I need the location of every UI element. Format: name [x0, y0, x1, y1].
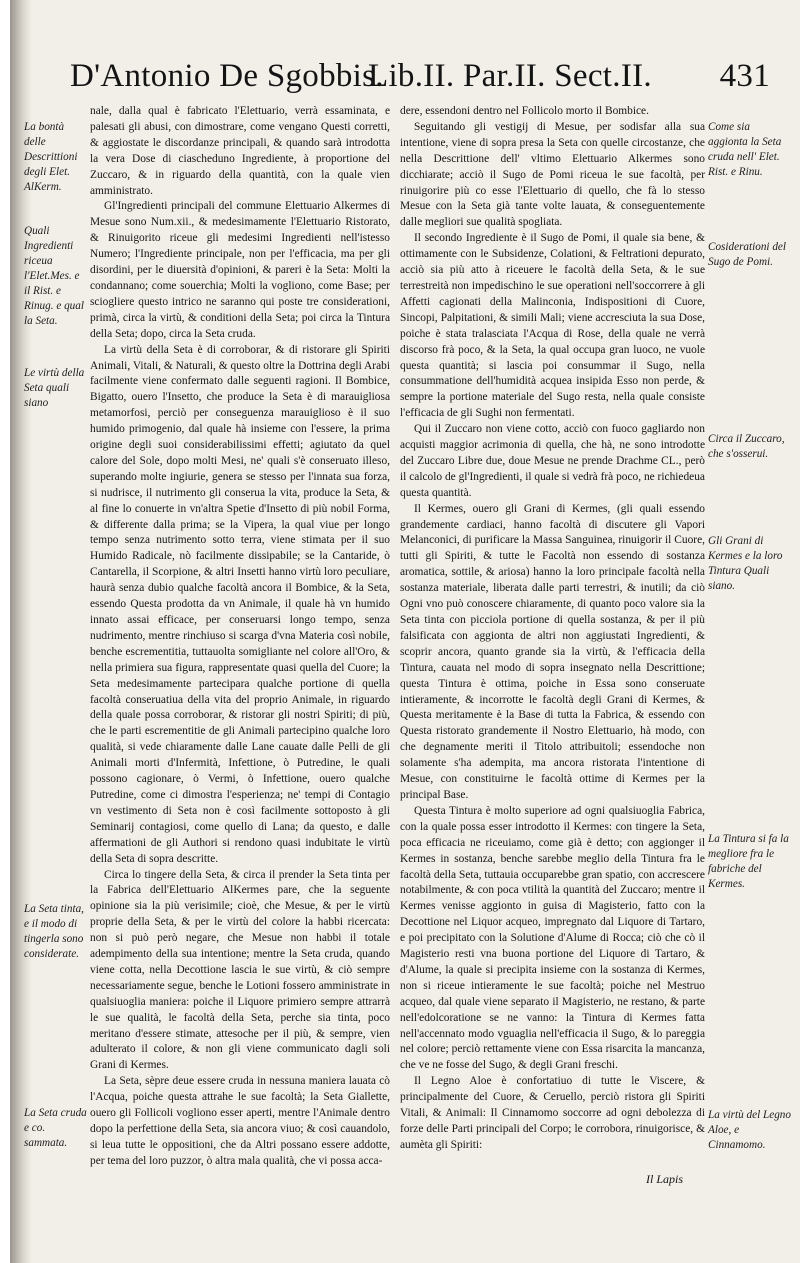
header-author: D'Antonio De Sgobbis.: [70, 58, 384, 94]
paragraph: Circa lo tingere della Seta, & circa il prender la Seta tinta per la Fabrica dell'Elettuario AlKermes pare, che la seguente opinione sia la più verisimile; cioè, che Mesue, & per le virtù proprie della Seta, & per le virtù del colore la habbi ricercata: non si può però negare, che Mesue non habbi il totale adempimento della sua intentione; mentre la Seta cruda, quando viene cotta, nella Decottione lascia le sue virtù, & ciò sempre necessariamente segue, benche le Lotioni fossero amministrate in qualsiuoglia maniera: poiche il Liquore primiero sempre attrarrà le sue qualità, le facoltà della Seta, perche sia tinta, poco meritano d'essere stimate, attesoche per il più, & sempre, vien adulterato il colore, & non gli viene communicato dagli soli Grani di Kermes.: [90, 868, 390, 1072]
book-page: [10, 0, 800, 1263]
paragraph: La Seta, sèpre deue essere cruda in nessuna maniera lauata cò l'Acqua, poiche questa attrahe le sue facoltà; la Seta Giallette, ouero gli Follicoli vogliono esser aperti, mentre l'Animale dentro dopo la perfettione della Seta, sia ancora viuo; & così cauandolo, si leua tutte le oppositioni, che da Altri possano essere addotte, per tema del loro puzzor, ò altra mala qualità, che vi possa acca-: [90, 1075, 390, 1167]
paragraph: Gl'Ingredienti principali del commune Elettuario Alkermes di Mesue sono Num.xii., & medesimamente l'Elettuario Ristorato, & Rinuigorito riceue gli medesimi Ingredienti nell'istesso Numero; l'Ingrediente principale, non per l'efficacia, ma per gli disordini, per le diuersità d'opinioni, & pareri è la Seta: Molti la condannano; come souerchia; Molti la vogliono, come Base; per sciogliere questo intrico ne saranno qui poste tre considerationi, primà, circa la virtù, & conditioni della Seta; poi circa la Tintura della Seta; dopo, circa la Seta cruda.: [90, 200, 390, 340]
paragraph: Qui il Zuccaro non viene cotto, acciò con fuoco gagliardo non acquisti maggior acrimonia di quella, che hà, ne sono introdotte del Zuccaro Libre due, doue Mesue ne prende Drachme CL., però il calcolo de gl'Ingredienti, il quale si vedrà frà poco, ne richiedeua questa quantità.: [400, 423, 705, 499]
paragraph: Il Legno Aloe è confortatiuo di tutte le Viscere, & principalmente del Cuore, & Ceruello, perciò ristora gli Spiriti Vitali, & Animali: Il Cinnamomo soccorre ad ogni debolezza di forze delle Parti principali del Corpo; le corrobora, rinuigorisce, & aumèta gli Spiriti:: [400, 1075, 705, 1151]
text-column-right: [400, 104, 705, 1194]
margin-note-left: La bontà delle Descrittioni degli Elet. AlKerm.: [24, 121, 78, 193]
paragraph: Seguitando gli vestigij di Mesue, per sodisfar alla sua intentione, viene di sopra presa la Seta con quelle circostanze, che nella Descrittione dell' vltimo Elettuario Alkermes sono dicchiarate; acciò il Sugo de Pomi riceua le sue facoltà, per rinuigorire più co esse l'Elettuario di quello, che fà lo stesso Mesue con la Seta già tante volte lauata, & conseguentemente dalle megliori sue qualità spogliata.: [400, 120, 705, 229]
paragraph: Il Kermes, ouero gli Grani di Kermes, (gli quali essendo grandemente cardiaci, hanno facoltà di discutere gli Vapori Melanconici, di purificare la Massa Sanguinea, rinuigorir il Cuore, tutti gli Spiriti, & tutte le Facoltà non essendo di sostanza aromatica, sottile, & ariosa) hanno la loro principale facoltà nella sostanza materiale, liberata dalle parti terrestri, & inutili; da ciò Ogni vno può conoscere chiaramente, di quanto poco valore sia la Seta tinta con picciola portione di quella sostanza, & per il più falsificata con aggionta de altri non aggiustati Ingredienti, & scoprir ancora, quanto grande sia la virtù, & l'efficacia della Tintura, cauata nel modo di sopra insegnato nella Descrittione; questa Tintura è ottima, poiche in Essa sono conseruate intieramente, & incorrotte le facoltà degli Grani di Kermes, & Questa meritamente è la Base di tutta la Fabrica, & essendo con Questa ristorato grandemente il Nostro Elettuario, hà modo, con che degnamente meriti il Titolo attribuitoli; essendoche non solamente s'ha adempita, ma ancora ristorata l'intentione di Mesue, con constituirne le facoltà ottime di Kermes per la principal Base.: [400, 502, 705, 801]
paragraph: Questa Tintura è molto superiore ad ogni qualsiuoglia Fabrica, con la quale possa esser introdotto il Kermes: con tingere la Seta, poca efficacia ne riceuiamo, come già è detto; con aggionger il Kermes in sostanza, benche sarebbe meglio della Tintura fra le facoltà della Seta, tuttauia occuparebbe gran spatio, con accrescere notabilmente, & con poca vtilità la quantità del Zuccaro; mentre il Kermes venisse aggionto in guisa di Magisterio, fatto con la Decottione nel Liquor acqueo, impregnato dal Liquore di Tartaro, e poi precipitato con la Solutione d'Alume di Rocca; ciò che cò il Magisterio resti vna buona portione del Liquore di Tartaro, & d'Alume, la quale si precipita insieme con la sostanza di Kermes, non si riceue intieramente le sue facoltà; poiche nel Mestruo acqueo, dal quale viene separato il Magisterio, ne restano, & parte nell'edolcoratione se ne vanno: la Tintura di Kermes fatta nell'accennato modo vguaglia nell'efficacia il Sugo, & lo pareggia nel colore; perciò rettamente viene con Essa risarcita la mancanza, che ve ne fosse del Sugo, & degli Grani freschi.: [400, 804, 705, 1072]
margin-note-left: La Seta cruda e co. sammata.: [24, 1107, 87, 1149]
page-number: 431: [719, 58, 770, 94]
margin-note-right: Come sia aggionta la Seta cruda nell' Elet. Rist. e Rinu.: [708, 121, 782, 178]
margin-note-left: Quali Ingredienti riceua l'Elet.Mes. e il Rist. e Rinug. e qual la Seta.: [24, 225, 84, 327]
margin-note-left: La Seta tinta, e il modo di tingerla sono considerate.: [24, 903, 84, 960]
paragraph: nale, dalla qual è fabricato l'Elettuario, verrà essaminata, e palesati gli abusi, con dimostrare, come vengano Questi corretti, & aggiostate le discordanze principali, & quando sarà introdotta la vera Dose di ciascheduno Ingrediente, à proportione del Zuccaro, & in riguardo della quantità, con la quale vien amministrato.: [90, 105, 390, 197]
paragraph: Il secondo Ingrediente è il Sugo de Pomi, il quale sia bene, & ottimamente con le Subsidenze, Colationi, & Feltrationi depurato, acciò sia più atto à riceuere le facoltà della Seta, & le sue terrestreità non impedischino le sue operationi nell'soccorrere à gli Affetti cagionati della Malinconia, Indispositioni di Cuore, Sincopi, Palpitationi, & simili Mali; viene accresciuta la sua Dose, poiche è stata tralasciata l'Acqua di Rose, della quale ne verrà discorso frà poco, & la Seta, la qual occupa gran luoco, ne vuole questa quantità; si lascia poi consummar il Sugo, nella consummatione dell'humidità acquea insipida Esso non perde, & sempre la portione materiale del Sugo resta, nella quale consiste l'efficacia de gli Sughi non fermentati.: [400, 232, 705, 420]
margin-note-right: La Tintura si fa la megliore fra le fabriche del Kermes.: [708, 833, 789, 890]
margin-note-right: Cosiderationi del Sugo de Pomi.: [708, 241, 787, 268]
margin-note-right: Circa il Zuccaro, che s'osserui.: [708, 433, 785, 460]
header-section: Lib.II. Par.II. Sect.II.: [368, 58, 652, 94]
margin-note-right: La virtù del Legno Aloe, e Cinnamomo.: [708, 1109, 791, 1151]
paragraph: La virtù della Seta è di corroborar, & di ristorare gli Spiriti Animali, Vitali, & Naturali, & questo oltre la Dottrina degli Arabi facilmente viene confermato dalle seguenti ragioni. Il Bombice, Bigatto, ouero l'Insetto, che produce la Seta è di marauigliosa metamorfosi, perciò per conseguenza marauiglioso è il suo humido primogenio, dal quale hà insieme con l'essere, la prima origine degli suoi considerabilissimi effetti; agiutato da quel calore del Sole, dopo molti Mesi, ne' quali s'è conseruato illeso, superando molte ingiurie, genera se stesso per l'innata sua forza, si nudrisce, il nutrimento gli conserua la vita, produce la Seta, & al fine lo conuerte in vn'altra Spetie d'Insetto di più nobil Forma, & differente dalla prima; se la Vipera, la qual viue per longo tempo senza nutrimento sotto terra, viene stimata per il suo Humido Radicale, nò facilmente dissipabile; se la Cantaride, ò Cantarella, il Scorpione, & altri Insetti hanno virtù loro peculiare, haurà senza dubio qualche facoltà ancora il Bombice, & la Seta, essendo Questa prodotta da vn Animale, il quale hà vn humido innato assai efficace, per conseruarsi longo tempo, senza nudrimento, mentre rinchiuso si scarga d'vna Materia così nobile, benche escrementitia, tuttauolta somigliante nel colore all'Oro, & nella primiera sua figura, rappresentate quasi quella del Cuore; la Seta medesimamente partecipara qualche portione di quella facoltà conseruatiua della vita del proprio Animale, in riguardo della quale possa corroborar, & ristorar gli nostri Spiriti; di più, che le parti escrementitie de gli Animali partecipino qualche loro qualità, si vede chiaramente dalle Lane cauate dalle Pelli de gli Animali morti d'Infermità, Infettione, ò Putredine, le quali possono cagionare, ò Vermi, ò Infettione, ouero qualche Putredine, come ci dimostra l'esperienza; ne' tempi di Contagio vn vestimento di Seta non è così facilmente sottoposto à gli Seminarij contagiosi, come quello di Lana; da questo, e dalle affermationi de gli Authori si rendono quasi indubitate le virtù della Seta di sopra descritte.: [90, 343, 390, 865]
text-column-left: [90, 104, 390, 1194]
running-header: [70, 58, 770, 102]
catchword: Il Lapis: [646, 1172, 684, 1186]
margin-note-left: Le virtù della Seta quali siano: [24, 367, 85, 409]
paragraph: dere, essendoni dentro nel Follicolo morto il Bombice.: [400, 105, 649, 117]
margin-note-right: Gli Grani di Kermes e la loro Tintura Quali siano.: [708, 535, 783, 592]
